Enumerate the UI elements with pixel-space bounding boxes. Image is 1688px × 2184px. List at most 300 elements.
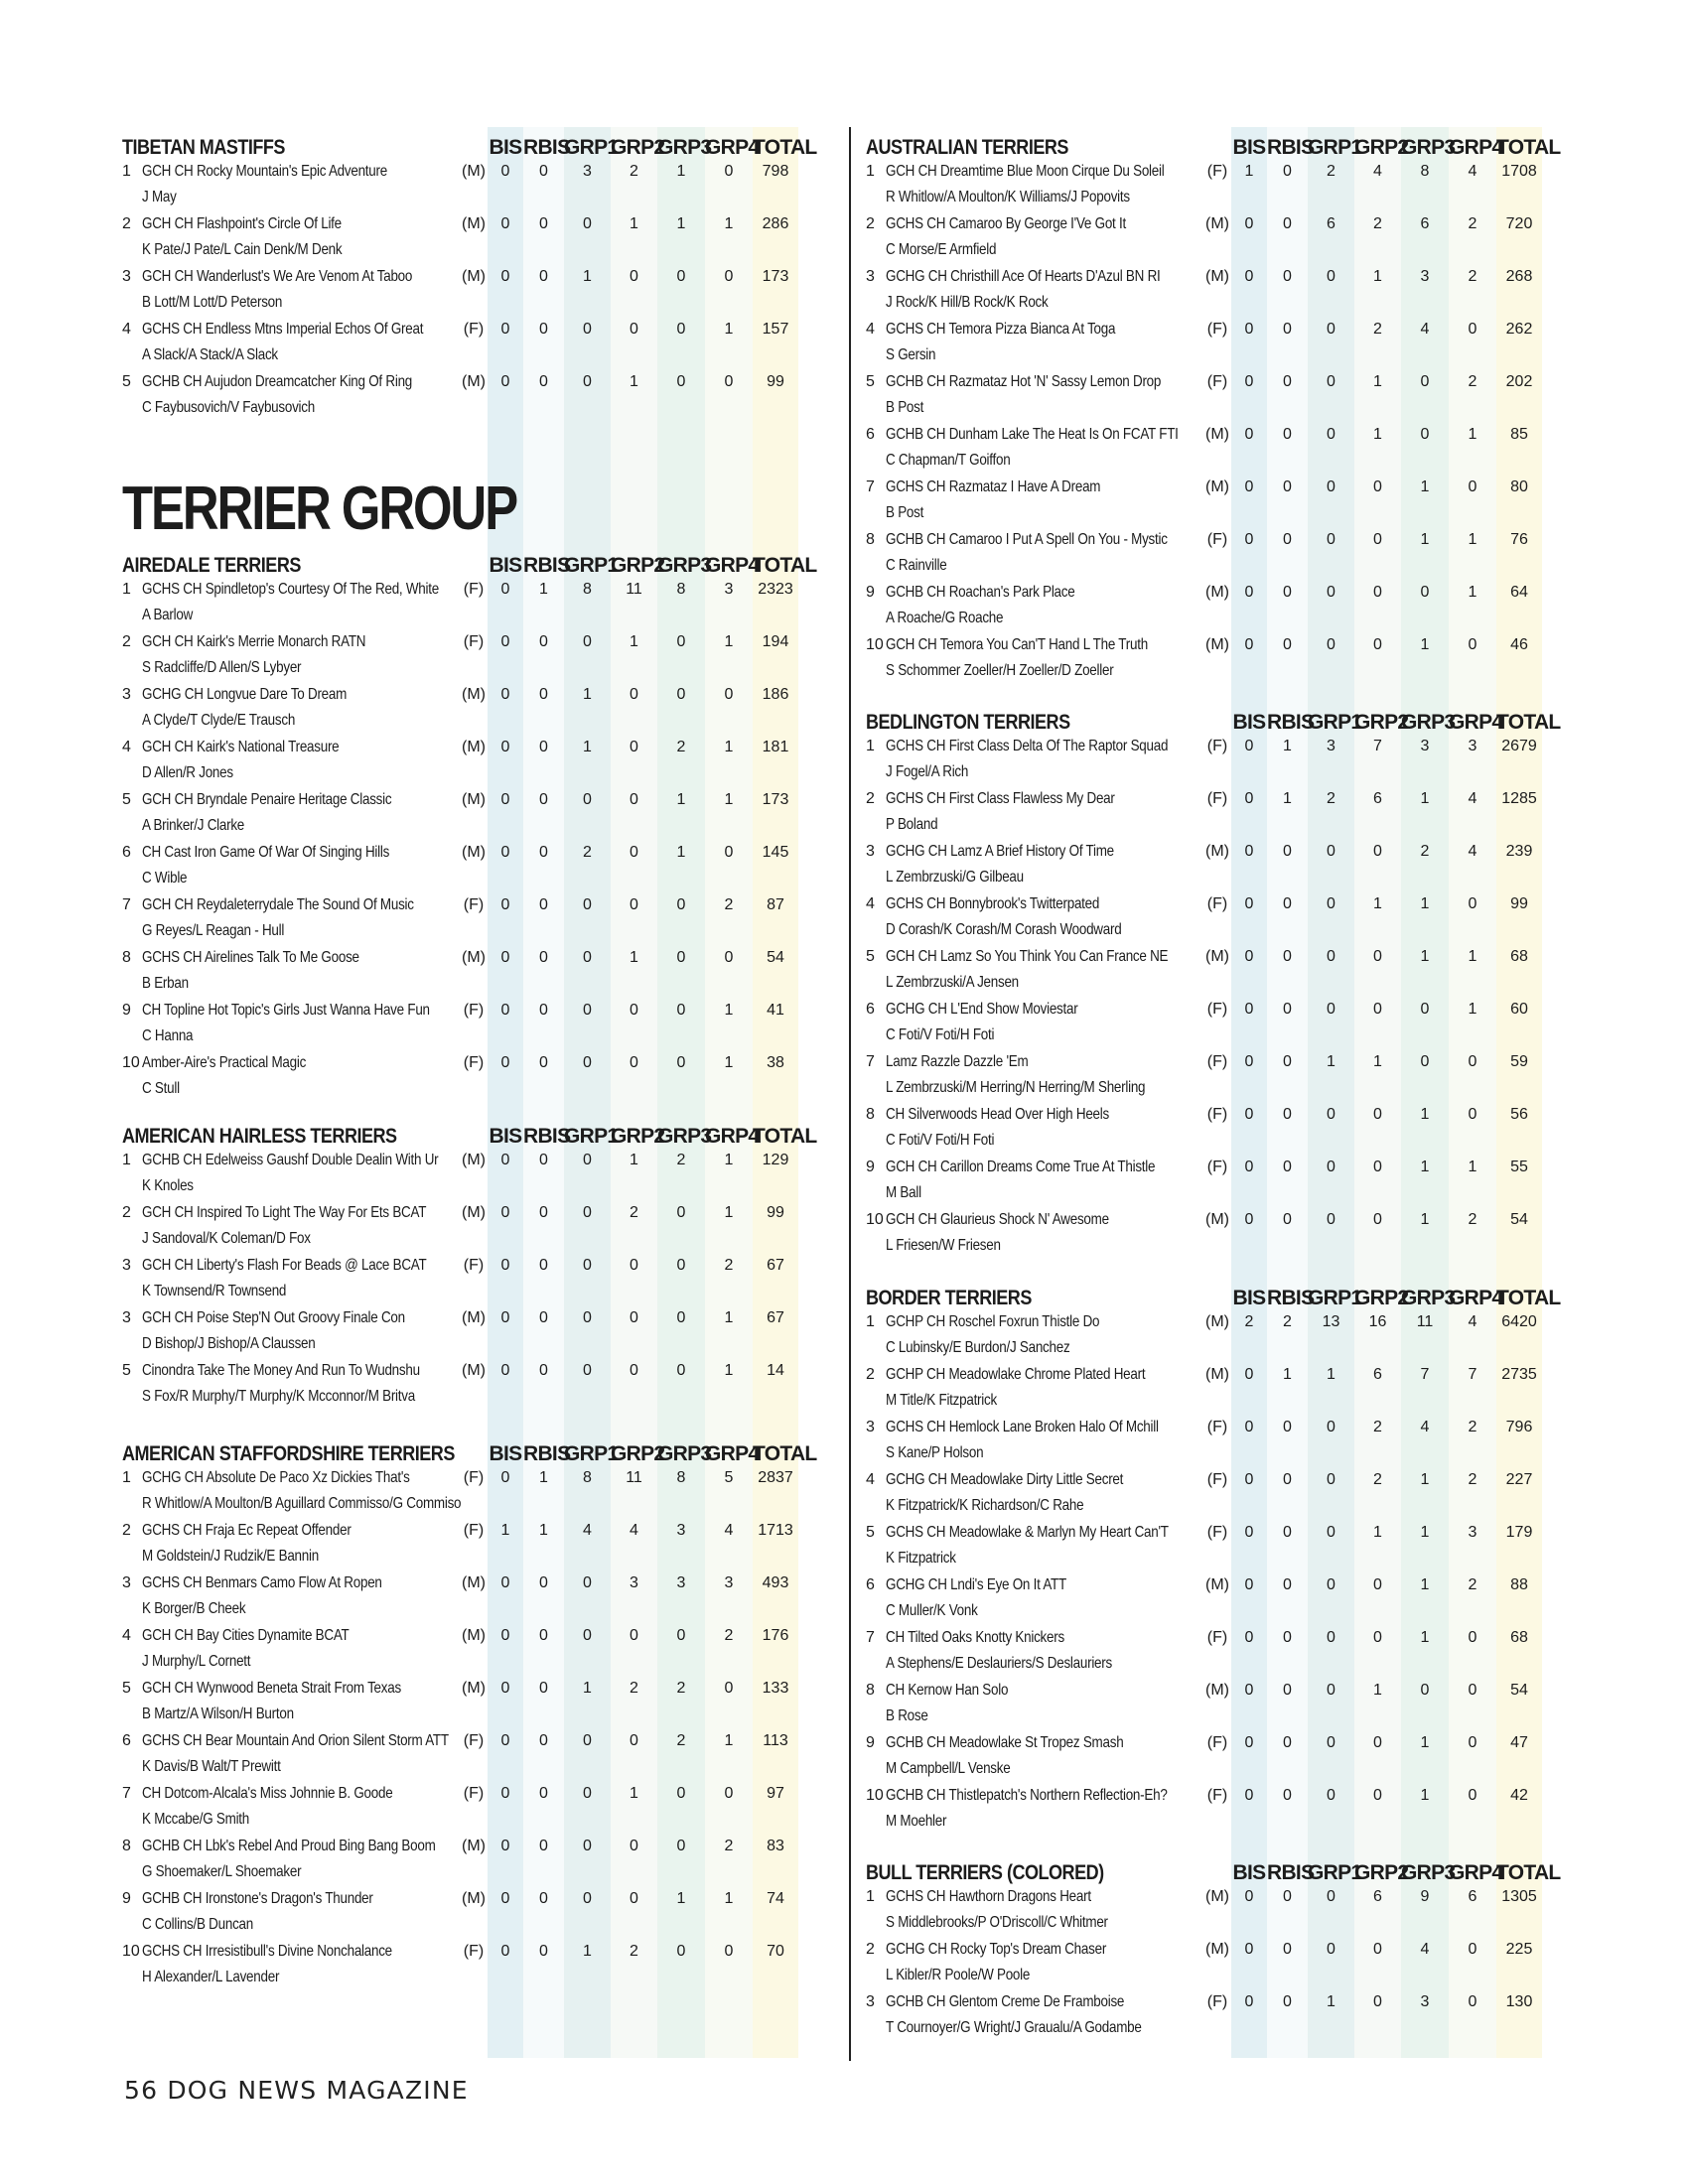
table-row xyxy=(122,267,807,320)
stat-cell: 1 xyxy=(1420,478,1430,495)
stat-cell: 0 xyxy=(724,1785,734,1802)
table-row xyxy=(122,320,807,372)
stat-cell: 0 xyxy=(630,1890,638,1907)
left-column xyxy=(122,0,852,2055)
stat-cell: 0 xyxy=(630,1838,638,1854)
sex: (F) xyxy=(1206,738,1228,754)
column-header: GRP2 xyxy=(611,1125,665,1148)
stat-cell: 0 xyxy=(1327,268,1336,285)
owners: C Wible xyxy=(142,870,188,887)
stat-cell: 2 xyxy=(1468,1211,1477,1228)
table-row xyxy=(866,947,1551,1000)
owners: R Whitlow/A Moulton/B Aguillard Commisso/G Commiso xyxy=(142,1495,462,1512)
stat-cell: 0 xyxy=(724,268,734,285)
stat-cell: 1 xyxy=(1373,1053,1382,1070)
stat-cell: 0 xyxy=(500,1257,510,1274)
owners: G Reyes/L Reagan - Hull xyxy=(142,922,285,939)
stat-cell: 0 xyxy=(583,1838,592,1854)
stat-cell: 0 xyxy=(1244,1576,1254,1593)
table-row xyxy=(866,789,1551,842)
stat-cell: 0 xyxy=(539,949,548,966)
stat-cell: 1 xyxy=(1283,1366,1292,1383)
owners: K Borger/B Cheek xyxy=(142,1600,246,1617)
column-header: GRP2 xyxy=(1354,711,1409,734)
stat-cell: 67 xyxy=(767,1257,784,1274)
stat-cell: 0 xyxy=(500,1732,510,1749)
breed-block xyxy=(122,550,817,1106)
owners: S Fox/R Murphy/T Murphy/K Mcconnor/M Britva xyxy=(142,1388,415,1405)
stat-cell: 1 xyxy=(1420,790,1430,807)
stat-cell: 179 xyxy=(1505,1524,1533,1541)
stat-cell: 0 xyxy=(583,1362,592,1379)
dog-name: CH Silverwoods Head Over High Heels xyxy=(886,1106,1109,1123)
stat-cell: 0 xyxy=(539,215,548,232)
stat-cell: 0 xyxy=(1244,1471,1254,1488)
table-row xyxy=(122,214,807,267)
stat-cell: 1 xyxy=(1420,636,1430,653)
stat-cell: 0 xyxy=(676,1054,686,1071)
stat-cell: 0 xyxy=(1327,1159,1336,1175)
stat-cell: 0 xyxy=(1468,1629,1477,1646)
dog-name: GCHG CH Longvue Dare To Dream xyxy=(142,686,348,703)
stat-cell: 176 xyxy=(762,1627,789,1644)
stat-cell: 0 xyxy=(1244,843,1254,860)
rank: 9 xyxy=(866,584,875,601)
sex: (M) xyxy=(462,1362,486,1379)
stat-cell: 0 xyxy=(1283,215,1292,232)
stat-cell: 1 xyxy=(724,739,734,755)
column-header: GRP2 xyxy=(1354,1287,1409,1309)
stat-cell: 1 xyxy=(1420,1159,1430,1175)
stat-cell: 0 xyxy=(724,163,734,180)
stat-cell: 3 xyxy=(676,1522,686,1539)
dog-name: GCHB CH Edelweiss Gaushf Double Dealin With Ur xyxy=(142,1152,439,1168)
stat-cell: 0 xyxy=(500,844,510,861)
stat-cell: 0 xyxy=(1420,373,1430,390)
stat-cell: 11 xyxy=(626,581,642,598)
sex: (M) xyxy=(462,215,486,232)
stat-cell: 54 xyxy=(1510,1682,1528,1699)
stat-cell: 0 xyxy=(500,163,510,180)
stat-cell: 0 xyxy=(676,321,686,338)
stat-cell: 133 xyxy=(762,1680,789,1697)
table-row xyxy=(866,372,1551,425)
stat-cell: 2 xyxy=(583,844,592,861)
dog-name: CH Dotcom-Alcala's Miss Johnnie B. Goode xyxy=(142,1785,393,1802)
stat-cell: 6 xyxy=(1373,1888,1382,1905)
stat-cell: 76 xyxy=(1510,531,1528,548)
stat-cell: 0 xyxy=(539,1257,548,1274)
stat-cell: 194 xyxy=(762,633,789,650)
rank: 3 xyxy=(866,1993,875,2010)
sex: (M) xyxy=(1205,215,1229,232)
column-header: BIS xyxy=(1232,1861,1266,1884)
column-header: RBIS xyxy=(1267,1861,1315,1884)
table-row xyxy=(866,1418,1551,1470)
stat-cell: 99 xyxy=(1510,895,1528,912)
column-header: GRP3 xyxy=(1401,1287,1456,1309)
stat-cell: 0 xyxy=(676,1943,686,1960)
owners: C Lubinsky/E Burdon/J Sanchez xyxy=(886,1339,1070,1356)
stat-cell: 0 xyxy=(583,1627,592,1644)
stat-cell: 16 xyxy=(1368,1313,1387,1330)
stat-cell: 4 xyxy=(1420,1941,1430,1958)
table-row xyxy=(866,894,1551,947)
stat-cell: 0 xyxy=(539,1785,548,1802)
stat-cell: 99 xyxy=(767,1204,784,1221)
stat-cell: 0 xyxy=(539,1309,548,1326)
stat-cell: 798 xyxy=(762,163,789,180)
column-header: GRP1 xyxy=(564,554,619,577)
stat-cell: 0 xyxy=(500,1627,510,1644)
dog-name: GCHS CH Airelines Talk To Me Goose xyxy=(142,949,359,966)
column-header: RBIS xyxy=(1267,711,1315,734)
rank: 6 xyxy=(122,1732,131,1749)
stat-cell: 1 xyxy=(676,215,686,232)
stat-cell: 0 xyxy=(676,1204,686,1221)
stat-cell: 225 xyxy=(1505,1941,1533,1958)
dog-name: GCHG CH Lndi's Eye On It ATT xyxy=(886,1576,1066,1593)
sex: (F) xyxy=(1206,1629,1228,1646)
stat-cell: 0 xyxy=(1283,1682,1292,1699)
column-header: BIS xyxy=(1232,711,1266,734)
stat-cell: 2 xyxy=(676,1732,686,1749)
stat-cell: 0 xyxy=(583,321,592,338)
stat-cell: 0 xyxy=(1468,636,1477,653)
rank: 1 xyxy=(122,1152,131,1168)
stat-cell: 0 xyxy=(1327,531,1336,548)
stat-cell: 0 xyxy=(1244,790,1254,807)
owners: C Stull xyxy=(142,1080,180,1097)
stat-cell: 2 xyxy=(1327,790,1336,807)
stat-cell: 7 xyxy=(1373,738,1382,754)
owners: D Bishop/J Bishop/A Claussen xyxy=(142,1335,316,1352)
rank: 10 xyxy=(866,1211,884,1228)
stat-cell: 0 xyxy=(1283,426,1292,443)
table-row xyxy=(866,1992,1551,2045)
column-header: BIS xyxy=(489,1125,522,1148)
owners: A Stephens/E Deslauriers/S Deslauriers xyxy=(886,1655,1112,1672)
stat-cell: 0 xyxy=(1327,895,1336,912)
stat-cell: 0 xyxy=(630,1054,638,1071)
owners: B Post xyxy=(886,504,924,521)
page-footer: 56 DOG NEWS MAGAZINE xyxy=(124,2076,469,2105)
sex: (M) xyxy=(1205,268,1229,285)
dog-name: GCHB CH Razmataz Hot 'N' Sassy Lemon Drop xyxy=(886,373,1162,390)
stat-cell: 0 xyxy=(1244,1053,1254,1070)
rank: 8 xyxy=(122,949,131,966)
stat-cell: 0 xyxy=(1373,948,1382,965)
stat-cell: 3 xyxy=(1420,268,1430,285)
stat-cell: 0 xyxy=(1327,948,1336,965)
stat-cell: 0 xyxy=(1244,1682,1254,1699)
stat-cell: 0 xyxy=(1373,843,1382,860)
stat-cell: 720 xyxy=(1505,215,1533,232)
stat-cell: 0 xyxy=(676,1309,686,1326)
sex: (M) xyxy=(1205,636,1229,653)
stat-cell: 1285 xyxy=(1501,790,1537,807)
stat-cell: 0 xyxy=(1327,321,1336,338)
stat-cell: 0 xyxy=(1283,1941,1292,1958)
column-header: TOTAL xyxy=(753,136,817,159)
sex: (M) xyxy=(462,739,486,755)
stat-cell: 0 xyxy=(1244,531,1254,548)
owners: C Hanna xyxy=(142,1027,194,1044)
stat-cell: 0 xyxy=(1244,1524,1254,1541)
stat-cell: 2 xyxy=(1468,215,1477,232)
stat-cell: 0 xyxy=(630,1257,638,1274)
table-row xyxy=(122,1837,807,1889)
rank: 4 xyxy=(122,321,131,338)
stat-cell: 0 xyxy=(1373,636,1382,653)
stat-cell: 1 xyxy=(583,268,592,285)
owners: J Rock/K Hill/B Rock/K Rock xyxy=(886,294,1049,311)
stat-cell: 0 xyxy=(1283,1211,1292,1228)
sex: (F) xyxy=(463,581,485,598)
stat-cell: 3 xyxy=(676,1574,686,1591)
stat-cell: 0 xyxy=(630,844,638,861)
stat-cell: 85 xyxy=(1510,426,1528,443)
sex: (M) xyxy=(462,268,486,285)
rank: 2 xyxy=(866,1941,875,1958)
dog-name: Amber-Aire's Practical Magic xyxy=(142,1054,307,1071)
owners: M Ball xyxy=(886,1184,921,1201)
column-header: TOTAL xyxy=(1496,711,1561,734)
dog-name: GCHG CH Christhill Ace Of Hearts D'Azul BN RI xyxy=(886,268,1161,285)
stat-cell: 54 xyxy=(1510,1211,1528,1228)
column-header: GRP1 xyxy=(1308,1861,1362,1884)
stat-cell: 2 xyxy=(1244,1313,1254,1330)
dog-name: GCH CH Reydaleterrydale The Sound Of Music xyxy=(142,896,414,913)
stat-cell: 1 xyxy=(1420,1106,1430,1123)
stat-cell: 0 xyxy=(539,1838,548,1854)
table-row xyxy=(866,1628,1551,1681)
breed-block xyxy=(122,1121,817,1414)
stat-cell: 286 xyxy=(762,215,789,232)
stat-cell: 6 xyxy=(1373,1366,1382,1383)
column-header: GRP1 xyxy=(564,1442,619,1465)
stat-cell: 0 xyxy=(539,268,548,285)
rank: 5 xyxy=(122,791,131,808)
rank: 9 xyxy=(122,1890,131,1907)
stat-cell: 5 xyxy=(724,1469,734,1486)
sex: (M) xyxy=(462,1838,486,1854)
stat-cell: 0 xyxy=(1283,373,1292,390)
stat-cell: 0 xyxy=(583,1204,592,1221)
table-row xyxy=(122,895,807,948)
stat-cell: 54 xyxy=(767,949,784,966)
table-row xyxy=(122,1468,807,1521)
rank: 8 xyxy=(866,531,875,548)
stat-cell: 0 xyxy=(724,844,734,861)
table-row xyxy=(866,478,1551,530)
stat-cell: 0 xyxy=(500,1469,510,1486)
stat-cell: 0 xyxy=(500,1785,510,1802)
dog-name: GCH CH Temora You Can'T Hand L The Truth xyxy=(886,636,1148,653)
stat-cell: 1 xyxy=(583,1680,592,1697)
rank: 2 xyxy=(122,633,131,650)
sex: (F) xyxy=(1206,163,1228,180)
stat-cell: 0 xyxy=(1373,584,1382,601)
stat-cell: 8 xyxy=(1420,163,1430,180)
stat-cell: 0 xyxy=(1244,1941,1254,1958)
stat-cell: 0 xyxy=(500,1054,510,1071)
stat-cell: 1 xyxy=(724,1732,734,1749)
stat-cell: 0 xyxy=(724,1943,734,1960)
stat-cell: 11 xyxy=(1416,1313,1434,1330)
stat-cell: 68 xyxy=(1510,948,1528,965)
stat-cell: 0 xyxy=(539,321,548,338)
stat-cell: 202 xyxy=(1505,373,1533,390)
stat-cell: 0 xyxy=(1283,1734,1292,1751)
rank: 3 xyxy=(122,1257,131,1274)
dog-name: GCH CH Bryndale Penaire Heritage Classic xyxy=(142,791,392,808)
dog-name: GCH CH Rocky Mountain's Epic Adventure xyxy=(142,163,387,180)
stat-cell: 129 xyxy=(762,1152,789,1168)
dog-name: GCHS CH Meadowlake & Marlyn My Heart Can'T xyxy=(886,1524,1169,1541)
stat-cell: 0 xyxy=(1468,478,1477,495)
table-row xyxy=(866,425,1551,478)
stat-cell: 1 xyxy=(1420,895,1430,912)
owners: A Clyde/T Clyde/E Trausch xyxy=(142,712,296,729)
stat-cell: 0 xyxy=(630,1002,638,1019)
owners: C Collins/B Duncan xyxy=(142,1916,253,1933)
owners: H Alexander/L Lavender xyxy=(142,1969,280,1985)
stat-cell: 0 xyxy=(539,844,548,861)
table-row xyxy=(122,1573,807,1626)
rank: 9 xyxy=(122,1002,131,1019)
rank: 7 xyxy=(122,1785,131,1802)
stat-cell: 2 xyxy=(1283,1313,1292,1330)
stat-cell: 0 xyxy=(583,1890,592,1907)
column-header: GRP3 xyxy=(1401,711,1456,734)
stat-cell: 1 xyxy=(1373,268,1382,285)
stat-cell: 0 xyxy=(1283,1471,1292,1488)
stat-cell: 1 xyxy=(630,1785,638,1802)
stat-cell: 1 xyxy=(1420,1471,1430,1488)
stat-cell: 4 xyxy=(1420,1419,1430,1435)
stat-cell: 0 xyxy=(1283,948,1292,965)
stat-cell: 1708 xyxy=(1501,163,1537,180)
breed-block xyxy=(866,707,1561,1263)
owners: M Moehler xyxy=(886,1813,947,1830)
table-row xyxy=(122,948,807,1001)
stat-cell: 1 xyxy=(1373,1682,1382,1699)
rank: 8 xyxy=(866,1682,875,1699)
stat-cell: 87 xyxy=(767,896,784,913)
column-header: GRP4 xyxy=(705,554,760,577)
stat-cell: 0 xyxy=(1244,1211,1254,1228)
stat-cell: 1 xyxy=(1327,1053,1336,1070)
stat-cell: 0 xyxy=(500,791,510,808)
sex: (M) xyxy=(462,1152,486,1168)
dog-name: GCHS CH Hemlock Lane Broken Halo Of Mchill xyxy=(886,1419,1159,1435)
column-header: TOTAL xyxy=(1496,1287,1561,1309)
rank: 2 xyxy=(866,215,875,232)
stat-cell: 0 xyxy=(1283,1053,1292,1070)
column-header: GRP3 xyxy=(1401,136,1456,159)
dog-name: GCH CH Kairk's National Treasure xyxy=(142,739,340,755)
sex: (M) xyxy=(1205,948,1229,965)
stat-cell: 3 xyxy=(1420,738,1430,754)
dog-name: GCHB CH Lbk's Rebel And Proud Bing Bang Boom xyxy=(142,1838,436,1854)
table-row xyxy=(122,580,807,632)
stat-cell: 0 xyxy=(1283,163,1292,180)
sex: (M) xyxy=(1205,1366,1229,1383)
column-divider xyxy=(849,127,851,2061)
rank: 7 xyxy=(866,478,875,495)
sex: (M) xyxy=(462,1204,486,1221)
owners: D Corash/K Corash/M Corash Woodward xyxy=(886,921,1122,938)
stat-cell: 0 xyxy=(1327,1888,1336,1905)
stat-cell: 1 xyxy=(630,1152,638,1168)
stat-cell: 1 xyxy=(1327,1993,1336,2010)
stat-cell: 0 xyxy=(1327,1787,1336,1804)
stat-cell: 1 xyxy=(630,373,638,390)
stat-cell: 0 xyxy=(1244,1106,1254,1123)
dog-name: GCHS CH Bear Mountain And Orion Silent Storm ATT xyxy=(142,1732,449,1749)
stat-cell: 0 xyxy=(1373,478,1382,495)
stat-cell: 1 xyxy=(1468,1159,1477,1175)
stat-cell: 0 xyxy=(1283,321,1292,338)
stat-cell: 3 xyxy=(1468,1524,1477,1541)
stat-cell: 0 xyxy=(630,268,638,285)
stat-cell: 0 xyxy=(1244,478,1254,495)
sex: (M) xyxy=(1205,478,1229,495)
stat-cell: 0 xyxy=(583,1054,592,1071)
stat-cell: 67 xyxy=(767,1309,784,1326)
stat-cell: 0 xyxy=(1327,1734,1336,1751)
stat-cell: 0 xyxy=(1283,1159,1292,1175)
dog-name: GCHB CH Camaroo I Put A Spell On You - Mystic xyxy=(886,531,1168,548)
stat-cell: 0 xyxy=(1373,1211,1382,1228)
column-header: TOTAL xyxy=(753,554,817,577)
stat-cell: 0 xyxy=(1468,1106,1477,1123)
owners: L Kibler/R Poole/W Poole xyxy=(886,1967,1031,1983)
dog-name: GCHS CH Benmars Camo Flow At Ropen xyxy=(142,1574,382,1591)
rank: 10 xyxy=(122,1943,140,1960)
stat-cell: 88 xyxy=(1510,1576,1528,1593)
stat-cell: 1 xyxy=(1420,1734,1430,1751)
dog-name: GCHB CH Dunham Lake The Heat Is On FCAT FTI xyxy=(886,426,1179,443)
stat-cell: 0 xyxy=(1468,1787,1477,1804)
stat-cell: 7 xyxy=(1420,1366,1430,1383)
stat-cell: 0 xyxy=(500,739,510,755)
stat-cell: 1 xyxy=(724,321,734,338)
column-header: GRP2 xyxy=(611,136,665,159)
stat-cell: 9 xyxy=(1420,1888,1430,1905)
stat-cell: 1 xyxy=(583,686,592,703)
owners: B Lott/M Lott/D Peterson xyxy=(142,294,283,311)
stat-cell: 0 xyxy=(1420,1001,1430,1018)
stat-cell: 1 xyxy=(500,1522,510,1539)
stat-cell: 1 xyxy=(583,1943,592,1960)
stat-cell: 1 xyxy=(724,215,734,232)
stat-cell: 1 xyxy=(1373,895,1382,912)
stat-cell: 0 xyxy=(1420,584,1430,601)
sex: (M) xyxy=(462,844,486,861)
stat-cell: 59 xyxy=(1510,1053,1528,1070)
stat-cell: 0 xyxy=(1373,1941,1382,1958)
stat-cell: 0 xyxy=(1327,1629,1336,1646)
owners: L Zembrzuski/G Gilbeau xyxy=(886,869,1024,886)
table-row xyxy=(122,1053,807,1106)
rank: 6 xyxy=(122,844,131,861)
column-header: TOTAL xyxy=(753,1442,817,1465)
dog-name: GCH CH Wynwood Beneta Strait From Texas xyxy=(142,1680,401,1697)
dog-name: GCHB CH Glentom Creme De Framboise xyxy=(886,1993,1125,2010)
stat-cell: 3 xyxy=(724,581,734,598)
